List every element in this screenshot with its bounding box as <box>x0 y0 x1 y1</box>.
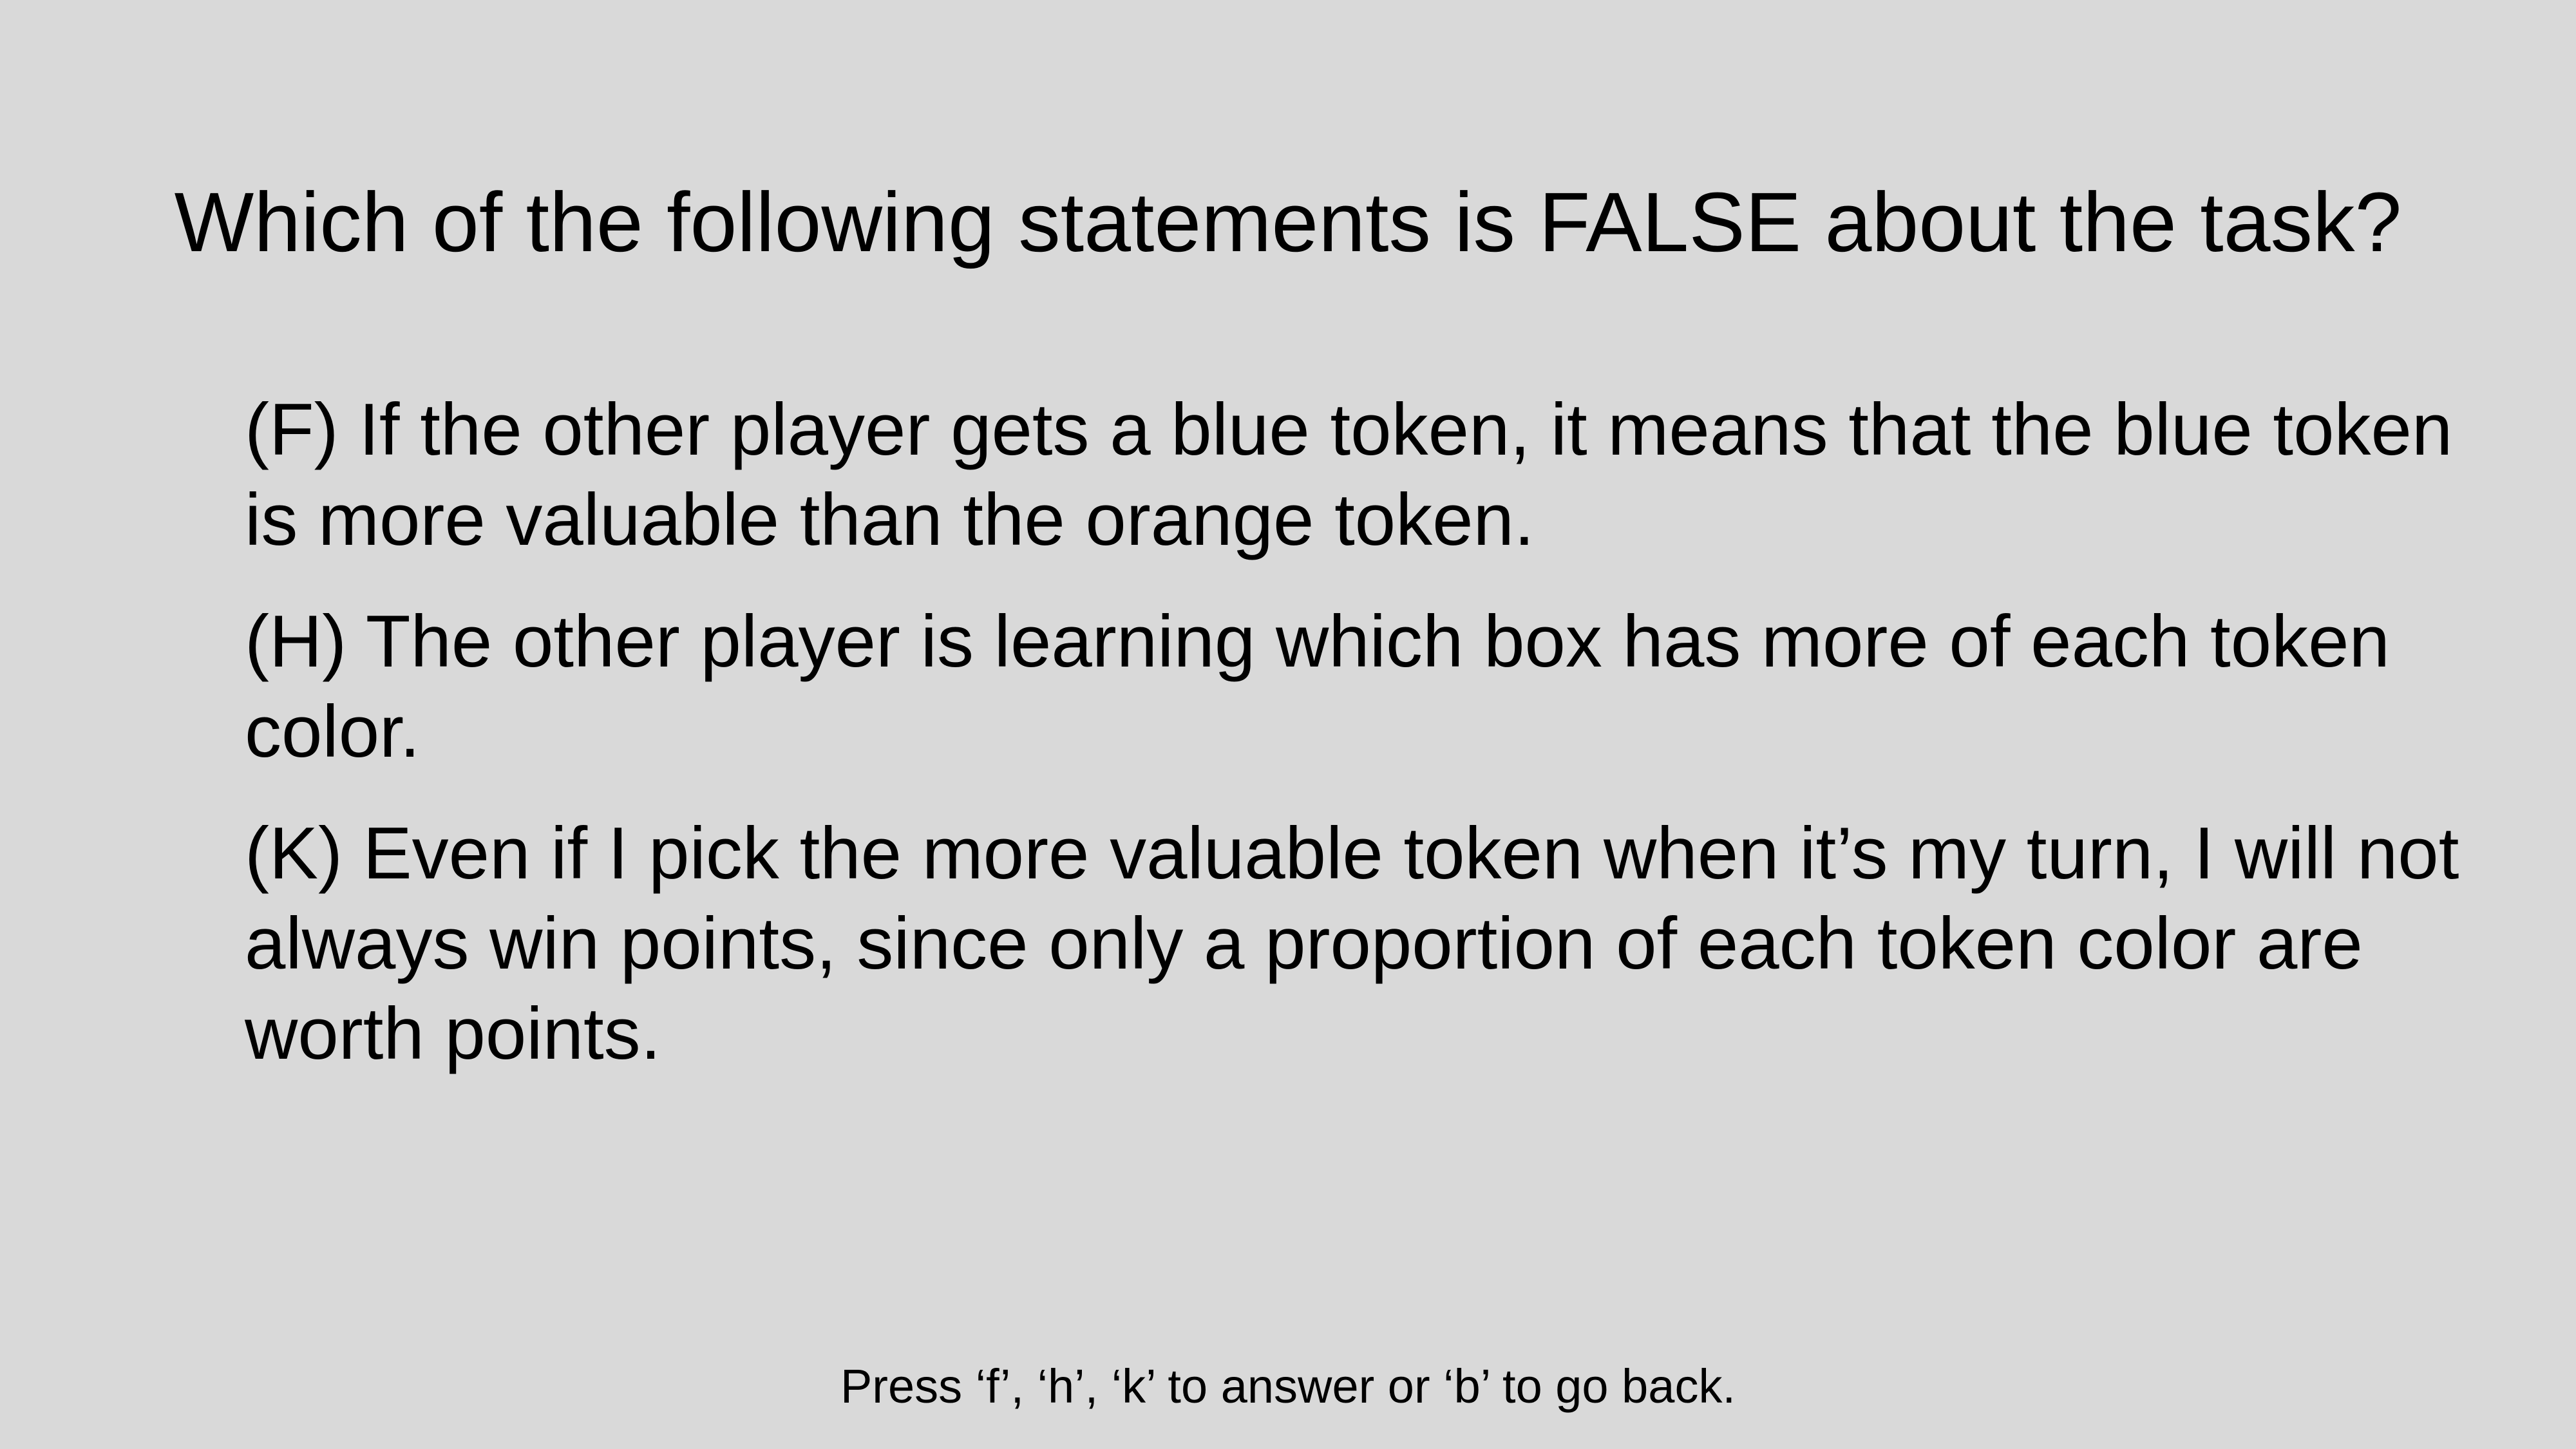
question-title: Which of the following statements is FALSE about the task? <box>174 175 2402 269</box>
option-f: (F) If the other player gets a blue token, it means that the blue token is more valuable than the orange token. <box>245 389 2453 561</box>
answer-options <box>245 385 2460 1111</box>
option-k: (K) Even if I pick the more valuable token when it’s my turn, I will not always win points, since only a proportion of each token color are worth points. <box>245 813 2459 1075</box>
option-h: (H) The other player is learning which box has more of each token color. <box>245 601 2390 773</box>
instructions-footer: Press ‘f’, ‘h’, ‘k’ to answer or ‘b’ to go back. <box>840 1359 1736 1413</box>
